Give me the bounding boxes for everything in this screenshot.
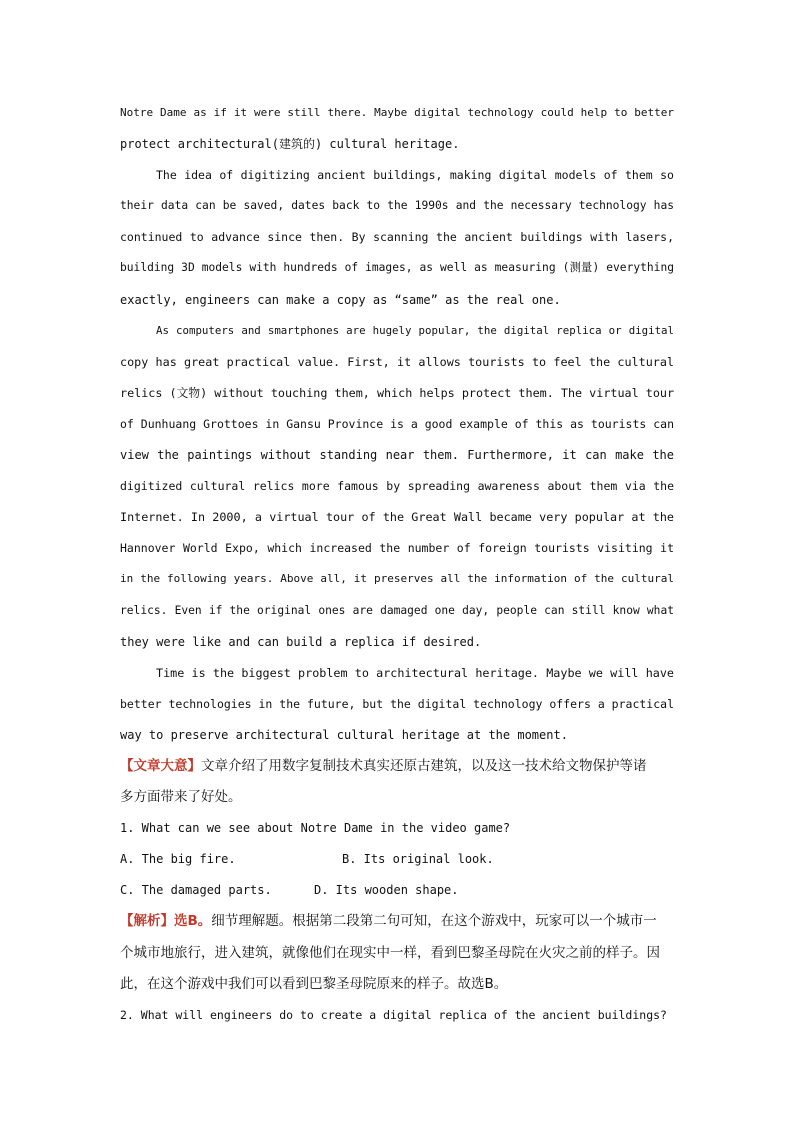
paragraph-3-line-6: digitized cultural relics more famous by spreading awareness about them via the	[120, 479, 674, 494]
document-page	[120, 100, 674, 1033]
paragraph-2-line-3: continued to advance since then. By scanning the ancient buildings with lasers,	[120, 230, 674, 245]
paragraph-1-line-2: protect architectural(建筑的) cultural heritage.	[120, 137, 460, 152]
analysis-tag: 【解析】	[120, 913, 174, 930]
question-1-options-cd	[120, 877, 674, 908]
paragraph-3-line-11: they were like and can build a replica if desired.	[120, 634, 482, 649]
option-a: A. The big fire.	[120, 852, 236, 867]
summary-text-1: 文章介绍了用数字复制技术真实还原古建筑，以及这一技术给文物保护等诸	[201, 757, 647, 774]
paragraph-4-line-1: Time is the biggest problem to architectural heritage. Maybe we will have	[156, 665, 674, 680]
summary-line-2: 多方面带来了好处。	[120, 789, 242, 806]
analysis-line-2: 个城市地旅行，进入建筑，就像他们在现实中一样，看到巴黎圣母院在火灾之前的样子。因	[120, 944, 660, 961]
paragraph-3-line-8: Hannover World Expo, which increased the number of foreign tourists visiting it	[120, 541, 674, 556]
paragraph-2-line-5: exactly, engineers can make a copy as “same” as the real one.	[120, 292, 561, 307]
paragraph-3-line-9: in the following years. Above all, it preserves all the information of the cultural	[120, 572, 674, 586]
option-c: C. The damaged parts.	[120, 883, 272, 898]
paragraph-3-line-10: relics. Even if the original ones are damaged one day, people can still know what	[120, 603, 674, 617]
option-b: B. Its original look.	[342, 852, 494, 867]
paragraph-4-line-2: better technologies in the future, but the digital technology offers a practical	[120, 696, 674, 711]
paragraph-2-line-2: their data can be saved, dates back to the 1990s and the necessary technology has	[120, 199, 674, 213]
paragraph-3-line-1: As computers and smartphones are hugely popular, the digital replica or digital	[156, 323, 674, 337]
summary-line-1	[120, 753, 674, 784]
paragraph-3-line-4: of Dunhuang Grottoes in Gansu Province is a good example of this as tourists can	[120, 416, 674, 431]
paragraph-2-line-4: building 3D models with hundreds of images, as well as measuring (测量) everything	[120, 261, 674, 275]
analysis-text-1: 细节理解题。根据第二段第二句可知，在这个游戏中，玩家可以一个城市一	[211, 913, 657, 930]
paragraph-4-line-3: way to preserve architectural cultural heritage at the moment.	[120, 727, 568, 742]
analysis-line-1	[120, 908, 674, 939]
analysis-answer: 选B。	[174, 913, 212, 930]
paragraph-1-line-1: Notre Dame as if it were still there. Maybe digital technology could help to better	[120, 106, 674, 119]
paragraph-3-line-2: copy has great practical value. First, it allows tourists to feel the cultural	[120, 354, 674, 369]
paragraph-3-line-5: view the paintings without standing near them. Furthermore, it can make the	[120, 448, 674, 463]
analysis-line-3: 此，在这个游戏中我们可以看到巴黎圣母院原来的样子。故选B。	[120, 975, 508, 992]
summary-tag: 【文章大意】	[120, 757, 201, 774]
paragraph-3-line-3: relics (文物) without touching them, which helps protect them. The virtual tour	[120, 385, 674, 400]
paragraph-2-line-1: The idea of digitizing ancient buildings, making digital models of them so	[156, 168, 674, 183]
question-2: 2. What will engineers do to create a digital replica of the ancient buildings?	[120, 1007, 667, 1022]
question-1-options-ab	[120, 846, 674, 877]
question-1: 1. What can we see about Notre Dame in the video game?	[120, 821, 511, 836]
option-d: D. Its wooden shape.	[314, 883, 459, 898]
paragraph-3-line-7: Internet. In 2000, a virtual tour of the Great Wall became very popular at the	[120, 510, 674, 525]
